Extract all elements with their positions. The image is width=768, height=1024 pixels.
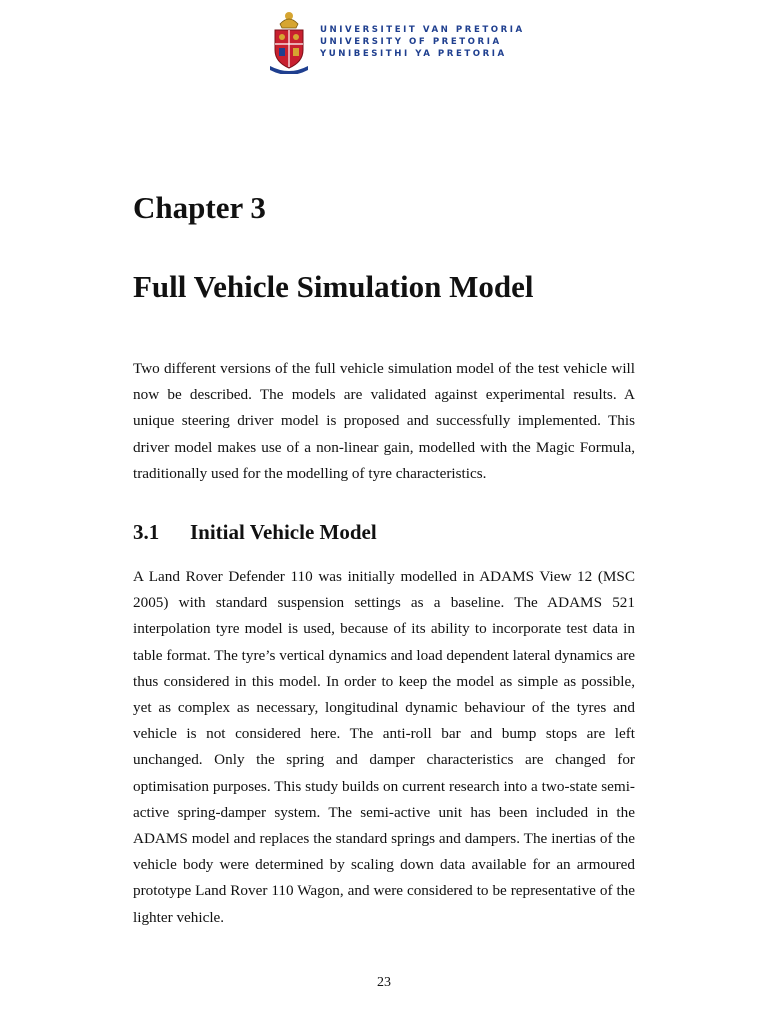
section-paragraph: A Land Rover Defender 110 was initially modelled in ADAMS View 12 (MSC 2005) with standard suspension settings as a baseline. The ADAMS 521 interpolation tyre model is used, because of its ability to incorporate test data in table format. The tyre’s vertical dynamics and load dependent lateral dynamics are thus considered in this model. In order to keep the model as simple as possible, yet as complex as necessary, longitudinal dynamic behaviour of the tyres and vehicle is not considered here. The anti-roll bar and bump stops are left unchanged. Only the spring and damper characteristics are changed for optimisation purposes. This study builds on current research into a two-state semi-active spring-damper system. The semi-active unit has been included in the ADAMS model and replaces the standard springs and dampers. The inertias of the vehicle body were determined by scaling down data available for an armoured prototype Land Rover 110 Wagon, and were considered to be representative of the lighter vehicle. [133, 568, 635, 926]
intro-paragraph: Two different versions of the full vehicle simulation model of the test vehicle will now be described. The models are validated against experimental results. A unique steering driver model is proposed and successfully implemented. This driver model makes use of a non-linear gain, modelled with the Magic Formula, traditionally used for the modelling of tyre characteristics. [133, 360, 635, 482]
section-number: 3.1 [133, 520, 160, 544]
university-crest-icon [266, 10, 312, 74]
university-name-block [320, 25, 525, 60]
university-name-afrikaans: UNIVERSITEIT VAN PRETORIA [320, 24, 525, 35]
university-logo [266, 10, 525, 74]
university-name-sepedi: YUNIBESITHI YA PRETORIA [320, 48, 507, 59]
page-number: 23 [377, 975, 391, 990]
chapter-title: Full Vehicle Simulation Model [133, 269, 534, 304]
section-title: Initial Vehicle Model [190, 520, 377, 544]
section-heading [133, 520, 377, 545]
university-name-english: UNIVERSITY OF PRETORIA [320, 36, 502, 47]
chapter-label: Chapter 3 [133, 190, 266, 225]
